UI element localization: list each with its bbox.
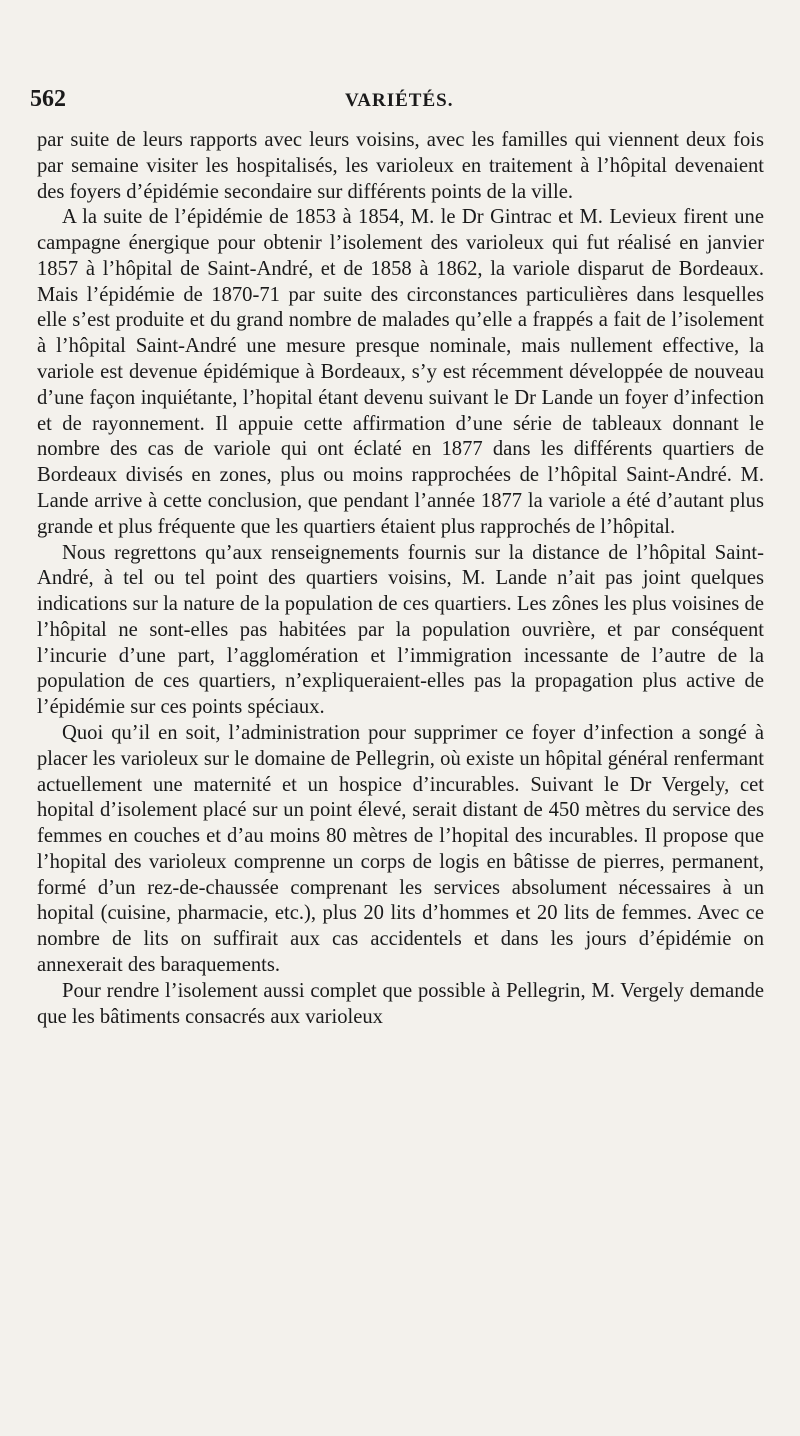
page-header [30, 86, 765, 116]
paragraph: par suite de leurs rapports avec leurs voisins, avec les familles qui viennent deux fois par semaine visiter les hospitalisés, les varioleux en traitement à l’hôpital devenaient des foyers d’épidémie secondaire sur différents points de la ville. [37, 129, 764, 203]
page-number: 562 [30, 86, 66, 112]
paragraph: Pour rendre l’isolement aussi complet que possible à Pellegrin, M. Vergely demande que les bâtiments consacrés aux varioleux [37, 979, 764, 1028]
paragraph: A la suite de l’épidémie de 1853 à 1854, M. le Dr Gintrac et M. Levieux firent une campagne énergique pour obtenir l’isolement des varioleux qui fut réalisé en janvier 1857 à l’hôpital de Saint-André, et de 1858 à 1862, la variole disparut de Bordeaux. Mais l’épidémie de 1870-71 par suite des circonstances particulières dans lesquelles elle s’est produite et du grand nombre de malades qu’elle a frappés a fait de l’isolement à l’hôpital Saint-André une mesure presque nominale, mais nullement effective, la variole est devenue épidémique à Bordeaux, s’y est récemment développée de nouveau d’une façon inquiétante, l’hopital étant devenu suivant le Dr Lande un foyer d’infection et de rayonnement. Il appuie cette affirmation d’une série de tableaux donnant le nombre des cas de variole qui ont éclaté en 1877 dans les différents quartiers de Bordeaux divisés en zones, plus ou moins rapprochées de l’hôpital Saint-André. M. Lande arrive à cette conclusion, que pendant l’année 1877 la variole a été d’autant plus grande et plus fréquente que les quartiers étaient plus rapprochés de l’hôpital. [37, 206, 764, 538]
body-text [37, 128, 764, 1030]
paragraph: Quoi qu’il en soit, l’administration pour supprimer ce foyer d’infection a songé à placer les varioleux sur le domaine de Pellegrin, où existe un hôpital général renfermant actuellement une maternité et un hospice d’incurables. Suivant le Dr Vergely, cet hopital d’isolement placé sur un point élevé, serait distant de 450 mètres du service des femmes en couches et d’au moins 80 mètres de l’hopital des incurables. Il propose que l’hopital des varioleux comprenne un corps de logis en bâtisse de pierres, permanent, formé d’un rez-de-chaussée comprenant les services absolument nécessaires à un hopital (cuisine, pharmacie, etc.), plus 20 lits d’hommes et 20 lits de femmes. Avec ce nombre de lits on suffirait aux cas accidentels et dans les jours d’épidémie on annexerait des baraquements. [37, 721, 764, 976]
running-head: VARIÉTÉS. [345, 90, 454, 111]
paragraph: Nous regrettons qu’aux renseignements fournis sur la distance de l’hôpital Saint-André, à tel ou tel point des quartiers voisins, M. Lande n’ait pas joint quelques indications sur la nature de la population de ces quartiers. Les zônes les plus voisines de l’hôpital ne sont-elles pas habitées par la population ouvrière, et par conséquent l’incurie d’une part, l’agglomération et l’immigration incessante de l’autre de la population de ces quartiers, n’expliqueraient-elles pas la propagation plus active de l’épidémie sur ces points spéciaux. [37, 541, 764, 719]
